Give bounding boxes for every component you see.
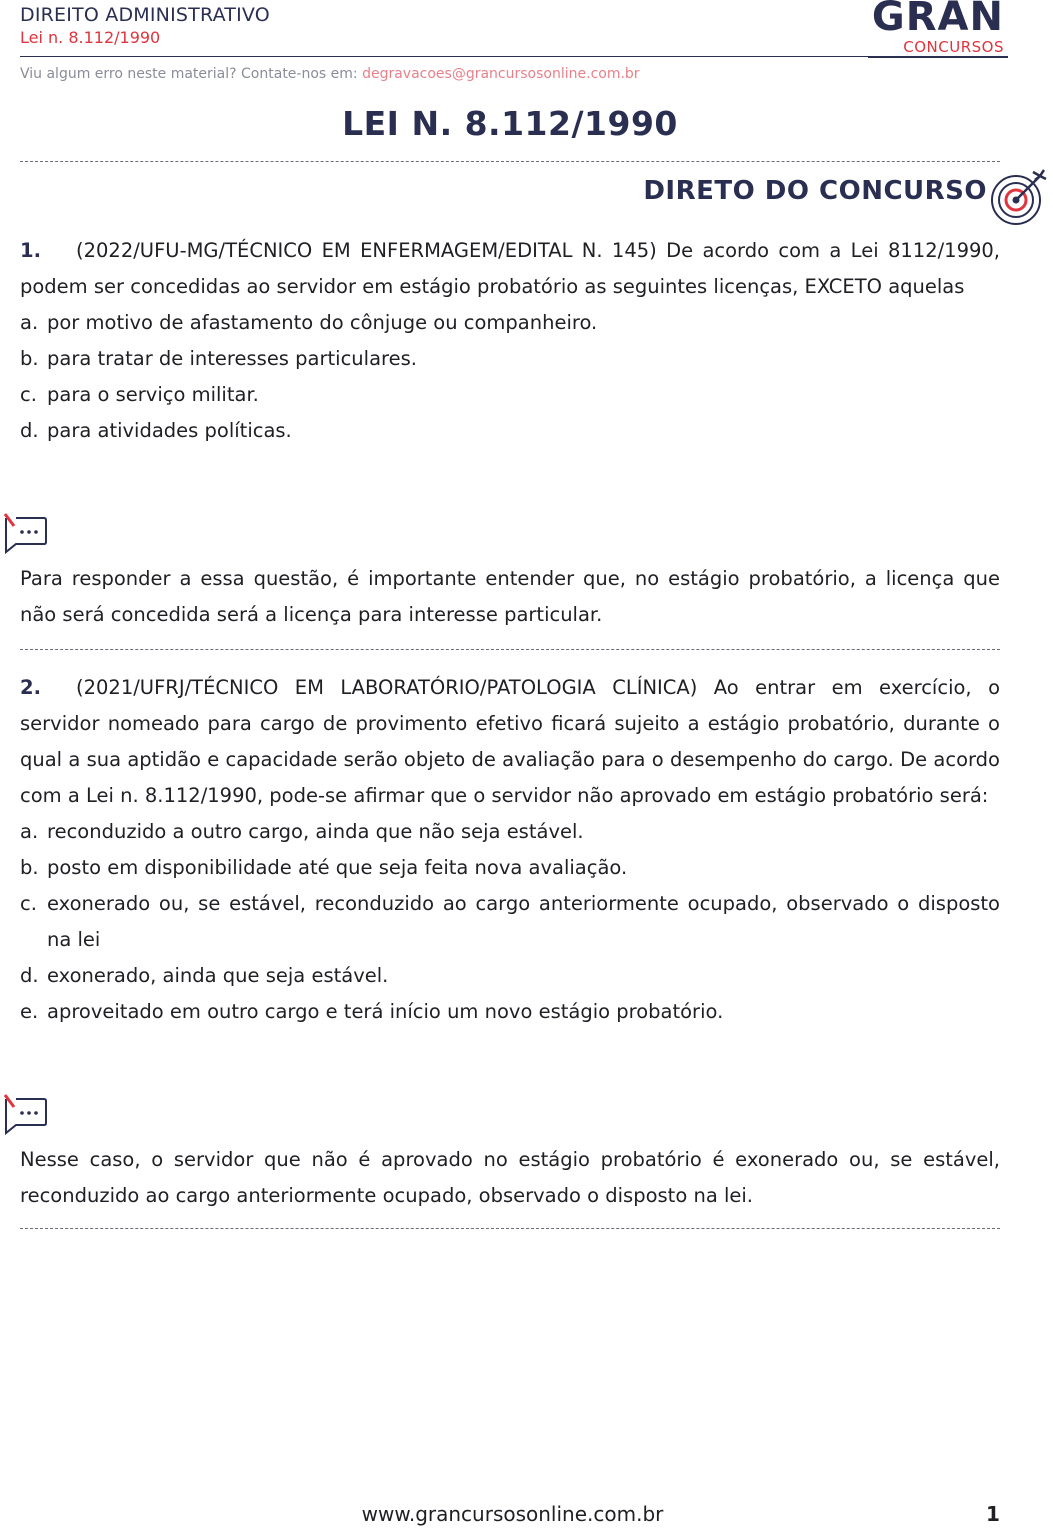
question-1-answer: Para responder a essa questão, é importante entender que, no estágio probatório, a licença que não será concedida será a licença para interesse particular. [20, 567, 1000, 626]
option-text: para atividades políticas. [47, 419, 292, 442]
question-2-answer: Nesse caso, o servidor que não é aprovado no estágio probatório é exonerado ou, se estável, reconduzido ao cargo anteriormente ocupado, observado o disposto na lei. [20, 1148, 1000, 1207]
question-1-option-a [20, 305, 1000, 341]
section-label: DIRETO DO CONCURSO [643, 176, 987, 206]
question-2-text: (2021/UFRJ/TÉCNICO EM LABORATÓRIO/PATOLOGIA CLÍNICA) Ao entrar em exercício, o servidor nomeado para cargo de provimento efetivo ficará sujeito a estágio probatório, durante o qual a sua aptidão e capacidade serão objeto de avaliação para o desempenho do cargo. De acordo com a Lei n. 8.112/1990, pode-se afirmar que o servidor não aprovado em estágio probatório será: [20, 676, 1000, 807]
question-2-option-c [20, 886, 1000, 958]
page-title: LEI N. 8.112/1990 [342, 104, 678, 143]
question-1-option-c [20, 377, 1000, 413]
contact-email-link[interactable]: degravacoes@grancursosonline.com.br [362, 66, 640, 82]
contact-line [20, 66, 640, 82]
option-letter: e. [20, 1000, 39, 1023]
comment-icon [2, 512, 48, 558]
logo-underline [868, 56, 1008, 58]
option-text: exonerado ou, se estável, reconduzido ao cargo anteriormente ocupado, observado o disposto na lei [47, 892, 1000, 951]
option-letter: a. [20, 820, 39, 843]
question-1-number: 1. [20, 239, 41, 262]
logo-sub-text: CONCURSOS [903, 38, 1004, 56]
header-subject: DIREITO ADMINISTRATIVO [20, 4, 270, 26]
logo-main-text: GRAN [871, 0, 1004, 40]
contact-text: Viu algum erro neste material? Contate-nos em: [20, 66, 363, 82]
page-number: 1 [986, 1502, 1000, 1526]
option-letter: d. [20, 419, 39, 442]
question-1-divider [20, 649, 1000, 650]
option-letter: a. [20, 311, 39, 334]
question-2-option-e [20, 994, 1000, 1030]
question-2-option-a [20, 814, 1000, 850]
option-text: para o serviço militar. [47, 383, 259, 406]
option-text: reconduzido a outro cargo, ainda que não seja estável. [47, 820, 584, 843]
question-2 [20, 670, 1000, 1030]
option-text: para tratar de interesses particulares. [47, 347, 417, 370]
question-1-text: (2022/UFU-MG/TÉCNICO EM ENFERMAGEM/EDITAL N. 145) De acordo com a Lei 8112/1990, podem ser concedidas ao servidor em estágio probatório as seguintes licenças, EXCETO aquelas [20, 239, 1000, 298]
question-2-option-b [20, 850, 1000, 886]
option-text: aproveitado em outro cargo e terá início um novo estágio probatório. [47, 1000, 724, 1023]
question-2-option-d [20, 958, 1000, 994]
title-dashed-divider [20, 161, 1000, 162]
footer-url[interactable]: www.grancursosonline.com.br [361, 1502, 664, 1526]
question-1-option-d [20, 413, 1000, 449]
comment-icon [2, 1093, 48, 1139]
header-divider [20, 56, 868, 57]
gran-logo [868, 0, 1008, 60]
option-letter: b. [20, 856, 39, 879]
option-letter: c. [20, 892, 37, 915]
option-text: posto em disponibilidade até que seja feita nova avaliação. [47, 856, 628, 879]
option-text: exonerado, ainda que seja estável. [47, 964, 389, 987]
header-topic: Lei n. 8.112/1990 [20, 28, 161, 47]
target-icon [988, 166, 1050, 228]
question-1 [20, 233, 1000, 449]
question-2-number: 2. [20, 676, 41, 699]
question-2-stem [20, 670, 1000, 814]
question-1-option-b [20, 341, 1000, 377]
question-2-divider [20, 1228, 1000, 1229]
option-letter: c. [20, 383, 37, 406]
option-text: por motivo de afastamento do cônjuge ou companheiro. [47, 311, 598, 334]
option-letter: d. [20, 964, 39, 987]
question-1-stem [20, 233, 1000, 305]
option-letter: b. [20, 347, 39, 370]
